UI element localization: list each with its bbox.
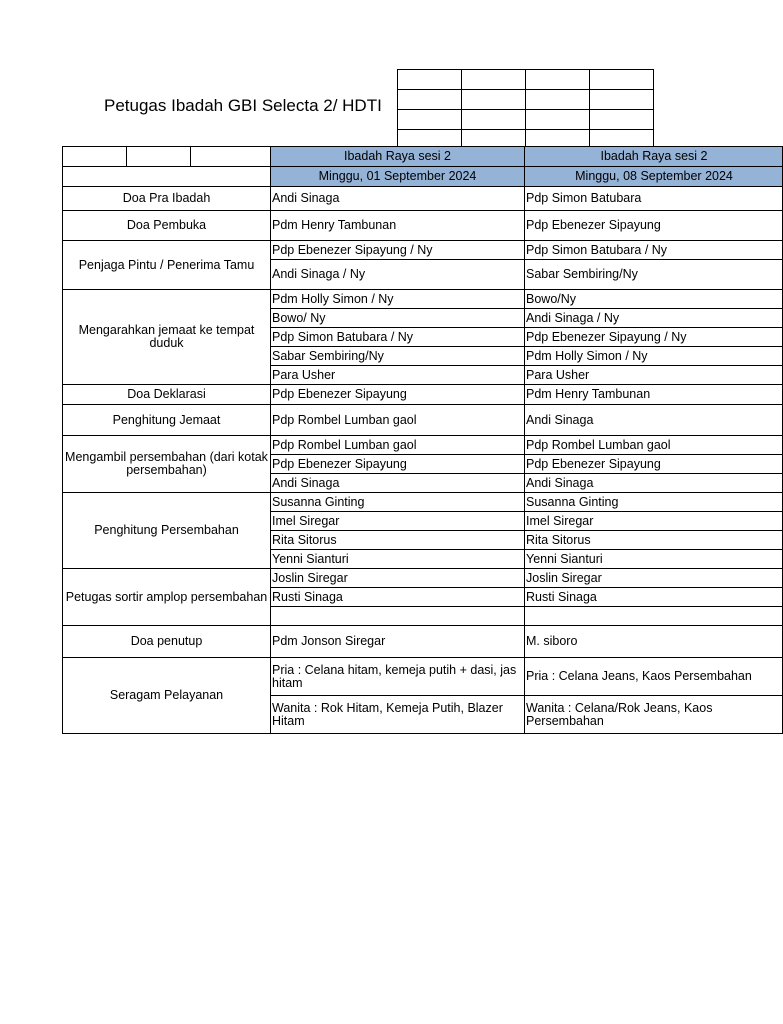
assignee-cell: Pdm Holly Simon / Ny bbox=[525, 347, 783, 366]
assignee-cell: Susanna Ginting bbox=[525, 493, 783, 512]
blank-cell bbox=[191, 147, 271, 167]
uniform-cell: Pria : Celana Jeans, Kaos Persembahan bbox=[525, 658, 783, 696]
assignee-cell: Pdp Simon Batubara bbox=[525, 187, 783, 211]
assignee-cell: Pdp Ebenezer Sipayung bbox=[525, 211, 783, 241]
role-label: Petugas sortir amplop persembahan bbox=[63, 569, 271, 626]
assignee-cell: Andi Sinaga bbox=[271, 474, 525, 493]
uniform-cell: Wanita : Celana/Rok Jeans, Kaos Persembahan bbox=[525, 696, 783, 734]
assignee-cell: Pdp Ebenezer Sipayung bbox=[271, 455, 525, 474]
assignee-cell: Rita Sitorus bbox=[525, 531, 783, 550]
assignee-cell: Rusti Sinaga bbox=[271, 588, 525, 607]
assignee-cell bbox=[271, 607, 525, 626]
assignee-cell: Imel Siregar bbox=[525, 512, 783, 531]
role-label: Penjaga Pintu / Penerima Tamu bbox=[63, 241, 271, 290]
service-date-1: Minggu, 01 September 2024 bbox=[271, 167, 525, 187]
assignee-cell: Sabar Sembiring/Ny bbox=[525, 260, 783, 290]
service-date-2: Minggu, 08 September 2024 bbox=[525, 167, 783, 187]
assignee-cell bbox=[525, 607, 783, 626]
assignee-cell: Andi Sinaga / Ny bbox=[271, 260, 525, 290]
assignee-cell: Pdp Rombel Lumban gaol bbox=[525, 436, 783, 455]
assignee-cell: Para Usher bbox=[525, 366, 783, 385]
assignee-cell: Pdm Holly Simon / Ny bbox=[271, 290, 525, 309]
assignee-cell: Pdp Simon Batubara / Ny bbox=[525, 241, 783, 260]
assignee-cell: Yenni Sianturi bbox=[525, 550, 783, 569]
assignee-cell: Pdm Henry Tambunan bbox=[525, 385, 783, 405]
service-title-2: Ibadah Raya sesi 2 bbox=[525, 147, 783, 167]
assignee-cell: Pdp Rombel Lumban gaol bbox=[271, 436, 525, 455]
assignee-cell: Pdm Jonson Siregar bbox=[271, 626, 525, 658]
assignee-cell: Pdp Rombel Lumban gaol bbox=[271, 405, 525, 436]
assignee-cell: Joslin Siregar bbox=[525, 569, 783, 588]
role-label: Penghitung Persembahan bbox=[63, 493, 271, 569]
assignee-cell: Sabar Sembiring/Ny bbox=[271, 347, 525, 366]
uniform-cell: Pria : Celana hitam, kemeja putih + dasi, jas hitam bbox=[271, 658, 525, 696]
page-title: Petugas Ibadah GBI Selecta 2/ HDTI bbox=[104, 96, 382, 115]
assignee-cell: Yenni Sianturi bbox=[271, 550, 525, 569]
assignee-cell: Pdp Ebenezer Sipayung / Ny bbox=[525, 328, 783, 347]
assignee-cell: Rusti Sinaga bbox=[525, 588, 783, 607]
service-title-1: Ibadah Raya sesi 2 bbox=[271, 147, 525, 167]
assignee-cell: Bowo/Ny bbox=[525, 290, 783, 309]
role-label: Doa Pembuka bbox=[63, 211, 271, 241]
assignee-cell: Andi Sinaga / Ny bbox=[525, 309, 783, 328]
assignee-cell: Para Usher bbox=[271, 366, 525, 385]
role-label: Seragam Pelayanan bbox=[63, 658, 271, 734]
assignee-cell: Andi Sinaga bbox=[525, 405, 783, 436]
schedule-table bbox=[62, 146, 783, 734]
assignee-cell: Bowo/ Ny bbox=[271, 309, 525, 328]
assignee-cell: M. siboro bbox=[525, 626, 783, 658]
blank-cell bbox=[127, 147, 191, 167]
assignee-cell: Susanna Ginting bbox=[271, 493, 525, 512]
blank-cell bbox=[63, 147, 127, 167]
assignee-cell: Pdp Ebenezer Sipayung bbox=[271, 385, 525, 405]
role-label: Doa Deklarasi bbox=[63, 385, 271, 405]
assignee-cell: Joslin Siregar bbox=[271, 569, 525, 588]
assignee-cell: Rita Sitorus bbox=[271, 531, 525, 550]
schedule-table-viewport bbox=[62, 146, 752, 746]
blank-cell bbox=[63, 167, 271, 187]
role-label: Doa penutup bbox=[63, 626, 271, 658]
top-empty-grid bbox=[397, 69, 654, 150]
assignee-cell: Andi Sinaga bbox=[525, 474, 783, 493]
uniform-cell: Wanita : Rok Hitam, Kemeja Putih, Blazer Hitam bbox=[271, 696, 525, 734]
assignee-cell: Pdp Ebenezer Sipayung bbox=[525, 455, 783, 474]
assignee-cell: Pdp Simon Batubara / Ny bbox=[271, 328, 525, 347]
role-label: Penghitung Jemaat bbox=[63, 405, 271, 436]
assignee-cell: Pdm Henry Tambunan bbox=[271, 211, 525, 241]
assignee-cell: Imel Siregar bbox=[271, 512, 525, 531]
role-label: Mengarahkan jemaat ke tempat duduk bbox=[63, 290, 271, 385]
role-label: Doa Pra Ibadah bbox=[63, 187, 271, 211]
assignee-cell: Pdp Ebenezer Sipayung / Ny bbox=[271, 241, 525, 260]
role-label: Mengambil persembahan (dari kotak persembahan) bbox=[63, 436, 271, 493]
assignee-cell: Andi Sinaga bbox=[271, 187, 525, 211]
